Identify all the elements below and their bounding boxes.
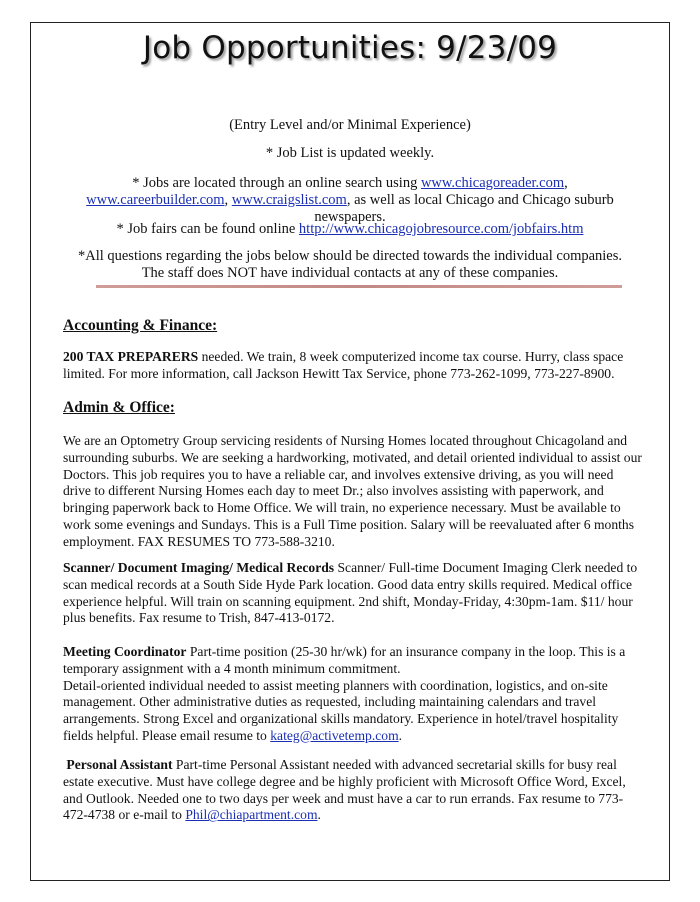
note-jobs-prefix: * Jobs are located through an online search using bbox=[132, 175, 418, 191]
job-meeting-coordinator bbox=[63, 644, 643, 745]
note-questions-line-1: *All questions regarding the jobs below should be directed towards the individual companies. bbox=[77, 248, 623, 264]
personal-end: . bbox=[317, 807, 321, 823]
subtitle: (Entry Level and/or Minimal Experience) bbox=[229, 117, 471, 133]
note-questions-line-2: The staff does NOT have individual contacts at any of these companies. bbox=[141, 265, 559, 281]
note-questions bbox=[60, 248, 640, 282]
meeting-end: . bbox=[398, 727, 403, 743]
note-fairs-prefix: * Job fairs can be found online bbox=[116, 221, 296, 237]
header-divider bbox=[96, 285, 622, 288]
link-email-phil[interactable]: Phil@chiapartment.com bbox=[185, 807, 318, 823]
job-title-scanner: Scanner/ Document Imaging/ Medical Records bbox=[63, 560, 335, 575]
note-updated: * Job List is updated weekly. bbox=[265, 145, 435, 161]
note-jobs-suffix: , as well as local Chicago and Chicago suburb newspapers. bbox=[314, 192, 614, 225]
link-craigslist[interactable]: www.craigslist.com bbox=[231, 192, 347, 208]
note-jobs-sources: * Jobs are located through an online search using www.chicagoreader.com, www.careerbuilder.com, www.craigslist.com, as well as local Chicago and Chicago suburb newspapers. bbox=[86, 175, 614, 225]
section-heading-accounting: Accounting & Finance: bbox=[63, 317, 218, 334]
job-text-tax-preparers: needed. We train, 8 week computerized income tax course. Hurry, class space limited. For more information, call Jackson Hewitt Tax Service, phone 773-262-1099, 773-227-8900. bbox=[63, 349, 624, 381]
section-heading-admin: Admin & Office: bbox=[63, 399, 175, 416]
page-title: Job Opportunities: 9/23/09 bbox=[142, 30, 558, 66]
job-optometry: We are an Optometry Group servicing residents of Nursing Homes located throughout Chicagoland and surrounding suburbs. We are seeking a hardworking, motivated, and detail oriented individual to assist our Doctors. This job requires you to have a reliable car, and involves extensive driving, as you will need drive to different Nursing Homes each day to meet Dr.; also involves assisting with paperwork, and bringing paperwork back to Home Office. We will train, no experience necessary. Must be available to work some evenings and Sundays. This is a Full Time position. Salary will be reevaluated after 6 months employment. FAX RESUMES TO 773-588-3210. bbox=[63, 433, 642, 549]
link-careerbuilder[interactable]: www.careerbuilder.com bbox=[86, 192, 225, 208]
job-personal-assistant bbox=[63, 757, 643, 824]
job-text-meeting-1: Part-time position (25-30 hr/wk) for an insurance company in the loop. This is a temporary assignment with a 4 month minimum commitment. bbox=[63, 644, 626, 676]
job-title-personal-assistant: Personal Assistant bbox=[66, 757, 173, 772]
note-job-fairs bbox=[60, 221, 640, 238]
job-text-meeting-2: Detail-oriented individual needed to assist meeting planners with coordination, logistics, and on-site management. Other administrative duties as requested, including maintaining calendars and travel arrangements. Strong Excel and organizational skills mandatory. Experience in hotel/travel hospitality fields helpful. Please email resume to bbox=[63, 677, 619, 743]
link-email-kateg[interactable]: kateg@activetemp.com bbox=[270, 727, 399, 743]
job-tax-preparers bbox=[63, 349, 643, 383]
job-text-scanner: Scanner/ Full-time Document Imaging Clerk needed to scan medical records at a South Side Hyde Park location. Good data entry skills required. Medical office experience helpful. Will train on scanning equipment. 2nd shift, Monday-Friday, 4:30pm-1am. $11/ hour plus benefits. Fax resume to Trish, 847-413-0172. bbox=[63, 560, 638, 626]
job-title-tax-preparers: 200 TAX PREPARERS bbox=[63, 349, 199, 364]
job-title-meeting-coordinator: Meeting Coordinator bbox=[63, 644, 187, 659]
job-scanner bbox=[63, 560, 643, 627]
link-jobfairs[interactable]: http://www.chicagojobresource.com/jobfairs.htm bbox=[298, 221, 584, 237]
job-text-personal: Part-time Personal Assistant needed with advanced secretarial skills for busy real estate executive. Must have college degree and be highly proficient with Microsoft Office Word, Excel, and Outlook. Needed one to two days per week and must have a car to run errands. Fax resume to 773-472-4738 or e-mail to bbox=[63, 757, 626, 823]
link-chicagoreader[interactable]: www.chicagoreader.com bbox=[420, 175, 565, 191]
